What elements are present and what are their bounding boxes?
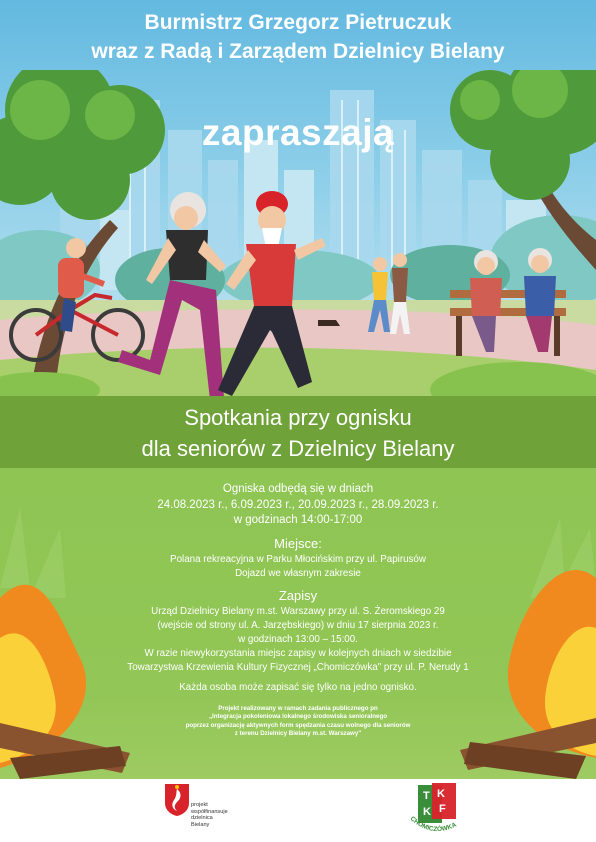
signup-line-1: Urząd Dzielnicy Bielany m.st. Warszawy przy ul. S. Żeromskiego 29 (151, 605, 445, 617)
cofinance-line-3: dzielnica (191, 815, 213, 822)
bielany-coat-of-arms-icon (164, 783, 190, 817)
logo-caption: CHOMICZÓWKA (408, 815, 458, 834)
signup-line-4: W razie niewykorzystania miejsc zapisy w kolejnych dniach w siedzibie (144, 647, 452, 659)
place-heading: Miejsce: (274, 535, 322, 551)
cofinance-line-2: współfinansuje (191, 808, 228, 815)
event-title-line-2: dla seniorów z Dzielnicy Bielany (141, 436, 455, 461)
logo-letter-k1: K (437, 788, 445, 800)
cofinance-line-1: projekt (191, 802, 208, 808)
signup-line-5: Towarzystwa Krzewienia Kultury Fizycznej „Chomiczówka" przy ul. P. Nerudy 1 (127, 661, 469, 673)
organizers-line-1: Burmistrz Grzegorz Pietruczuk (144, 11, 452, 34)
organizers-line-2: wraz z Radą i Zarządem Dzielnicy Bielany (91, 40, 505, 63)
logo-letter-f: F (439, 803, 446, 815)
place-line-1: Polana rekreacyjna w Parku Młocińskim przy ul. Papirusów (170, 553, 426, 565)
project-note-line-1: Projekt realizowany w ramach zadania publicznego pn (218, 704, 378, 712)
place-line-2: Dojazd we własnym zakresie (235, 567, 361, 579)
project-note-line-3: poprzez organizację aktywnych form spędzania czasu wolnego dla seniorów (185, 721, 411, 729)
cofinance-line-4: Bielany (191, 821, 210, 828)
dates-intro: Ogniska odbędą się w dniach (222, 483, 374, 495)
event-hours: w godzinach 14:00-17:00 (233, 514, 363, 526)
signup-limit: Każda osoba może zapisać się tylko na jedno ognisko. (179, 681, 417, 693)
invite-headline: zapraszają (201, 112, 395, 153)
event-dates: 24.08.2023 r., 6.09.2023 r., 20.09.2023 r., 28.09.2023 r. (157, 498, 439, 511)
cofinance-caption (191, 802, 251, 828)
logo-letter-k2: K (423, 806, 431, 818)
hero-illustration (0, 0, 596, 396)
project-note (90, 705, 506, 739)
tkkf-chomiczowka-logo-icon (408, 779, 466, 839)
project-note-line-2: „Integracja pokoleniowa lokalnego środowiska senioralnego (208, 713, 388, 720)
signup-line-3: w godzinach 13:00 – 15:00. (238, 633, 358, 645)
organizers-title (0, 8, 596, 66)
signup-heading: Zapisy (278, 587, 318, 603)
event-details (90, 482, 506, 739)
event-title-band (0, 396, 596, 468)
logo-letter-t: T (423, 790, 430, 802)
event-title-line-1: Spotkania przy ognisku (184, 405, 412, 430)
footer (0, 779, 596, 842)
project-note-line-4: z terenu Dzielnicy Bielany m.st. Warszawy" (234, 730, 362, 737)
signup-line-2: (wejście od strony ul. A. Jarzębskiego) w dniu 17 sierpnia 2023 r. (157, 619, 439, 631)
